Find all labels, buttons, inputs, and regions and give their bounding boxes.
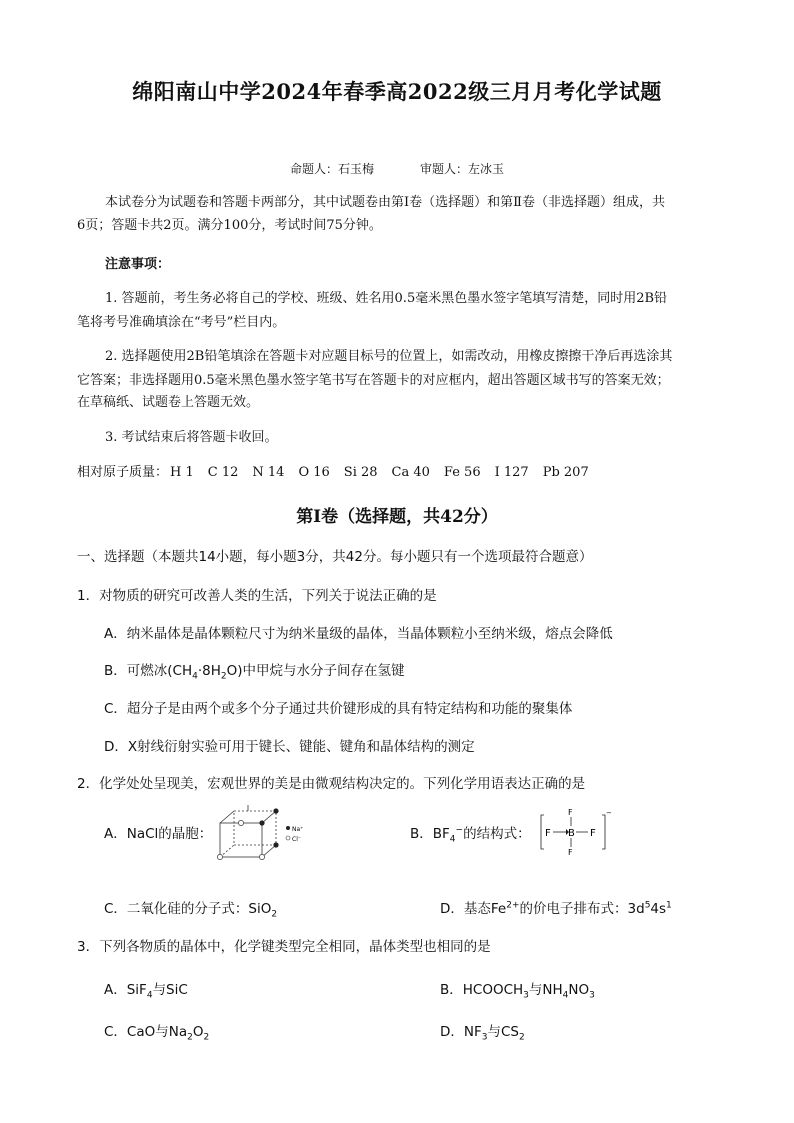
na-ion xyxy=(259,820,264,825)
reviewer: 审题人：左冰玉 xyxy=(420,162,505,176)
f-atom-bottom: F xyxy=(568,848,573,857)
mass-c: C 12 xyxy=(207,465,239,480)
cl-ion xyxy=(217,854,222,859)
bf4-charge: − xyxy=(606,809,612,817)
mass-ca: Ca 40 xyxy=(391,465,430,480)
q1-option-d: D．X射线衍射实验可用于键长、键能、键角和晶体结构的测定 xyxy=(104,739,475,755)
q3-option-b: B．$HCOOCH_3$与$NH_4NO_3$ xyxy=(440,982,595,1001)
mass-pb: Pb 207 xyxy=(542,465,589,480)
na-ion xyxy=(273,842,278,847)
q2-option-a: A．NaCl的晶胞： xyxy=(104,826,213,842)
notice-item-2-line-3: 在草稿纸、试题卷上答题无效。 xyxy=(77,395,260,410)
notice-item-2-line-1: 2. 选择题使用2B铅笔填涂在答题卡对应题目标号的位置上，如需改动，用橡皮擦擦干净后再选涂其 xyxy=(105,349,673,364)
notice-item-3: 3. 考试结束后将答题卡收回。 xyxy=(105,430,278,445)
legend-cl-dot xyxy=(286,836,290,840)
authors-line xyxy=(0,160,794,177)
f-atom-top: F xyxy=(568,808,573,817)
mass-si: Si 28 xyxy=(343,465,378,480)
cl-ion xyxy=(259,854,264,859)
mass-fe: Fe 56 xyxy=(443,465,481,480)
q1-option-a: A．纳米晶体是晶体颗粒尺寸为纳米量级的晶体，当晶体颗粒小至纳米级，熔点会降低 xyxy=(104,626,613,642)
b-atom: B xyxy=(568,828,575,839)
q2-option-c: C．二氧化硅的分子式：SiO$_2$ xyxy=(104,901,278,920)
legend-na-label: Na⁺ xyxy=(292,826,304,833)
q2-option-b: B．$BF_4^-$的结构式： xyxy=(410,825,531,845)
q1-option-c: C．超分子是由两个或多个分子通过共价键形成的具有特定结构和功能的聚集体 xyxy=(104,701,573,717)
q3-option-a: A．SiF$_4$与SiC xyxy=(104,982,188,1001)
legend-cl-label: Cl⁻ xyxy=(292,836,302,843)
right-bracket xyxy=(602,815,605,849)
f-atom-left: F xyxy=(545,828,551,839)
cl-ion xyxy=(238,820,243,825)
atomic-masses xyxy=(77,460,603,486)
part1-instructions: 一、选择题（本题共14小题，每小题3分，共42分。每小题只有一个选项最符合题意） xyxy=(77,549,593,565)
bf4-structure-diagram xyxy=(540,807,610,855)
q2-option-d: D．基态$Fe^{2+}$的价电子排布式：$3d^54s^1$ xyxy=(440,900,672,917)
nacl-unit-cell-diagram xyxy=(212,805,312,865)
q3-option-c: C．CaO与$Na_2O_2$ xyxy=(104,1024,210,1043)
mass-h: H 1 xyxy=(170,465,194,480)
exam-title: 绵阳南山中学2024年春季高2022级三月月考化学试题 xyxy=(132,79,662,104)
legend-na-dot xyxy=(286,826,290,830)
notice-item-1-line-2: 笔将考号准确填涂在“考号”栏目内。 xyxy=(77,315,286,330)
na-ion xyxy=(273,808,278,813)
left-bracket xyxy=(541,815,544,849)
q3-stem: 3．下列各物质的晶体中，化学键类型完全相同，晶体类型也相同的是 xyxy=(77,939,491,955)
notice-item-2-line-2: 它答案；非选择题用0.5毫米黑色墨水签字笔书写在答题卡的对应框内，超出答题区域书写的答案无效； xyxy=(77,373,670,388)
notice-item-1-line-1: 1. 答题前，考生务必将自己的学校、班级、姓名用0.5毫米黑色墨水签字笔填写清楚，同时用2B铅 xyxy=(105,291,668,306)
notice-heading: 注意事项： xyxy=(105,257,171,272)
q1-stem: 1．对物质的研究可改善人类的生活，下列关于说法正确的是 xyxy=(77,588,437,604)
part1-heading: 第Ⅰ卷（选择题，共42分） xyxy=(296,507,498,527)
q2-stem: 2．化学处处呈现美，宏观世界的美是由微观结构决定的。下列化学用语表达正确的是 xyxy=(77,776,586,792)
intro-line-1: 本试卷分为试题卷和答题卡两部分，其中试题卷由第Ⅰ卷（选择题）和第Ⅱ卷（非选择题）组成，共 xyxy=(105,195,665,210)
q1-option-b: B．可燃冰$(CH_4\cdot 8H_2O)$中甲烷与水分子间存在氢键 xyxy=(104,663,405,682)
intro-line-2: 6页；答题卡共2页。满分100分，考试时间75分钟。 xyxy=(77,218,382,233)
mass-o: O 16 xyxy=(298,465,330,480)
mass-i: I 127 xyxy=(494,465,529,480)
setter: 命题人：石玉梅 xyxy=(289,162,374,176)
atomic-masses-label: 相对原子质量： xyxy=(77,465,169,480)
mass-n: N 14 xyxy=(252,465,285,480)
q3-option-d: D．$NF_3$与$CS_2$ xyxy=(440,1024,525,1043)
f-atom-right: F xyxy=(590,828,596,839)
